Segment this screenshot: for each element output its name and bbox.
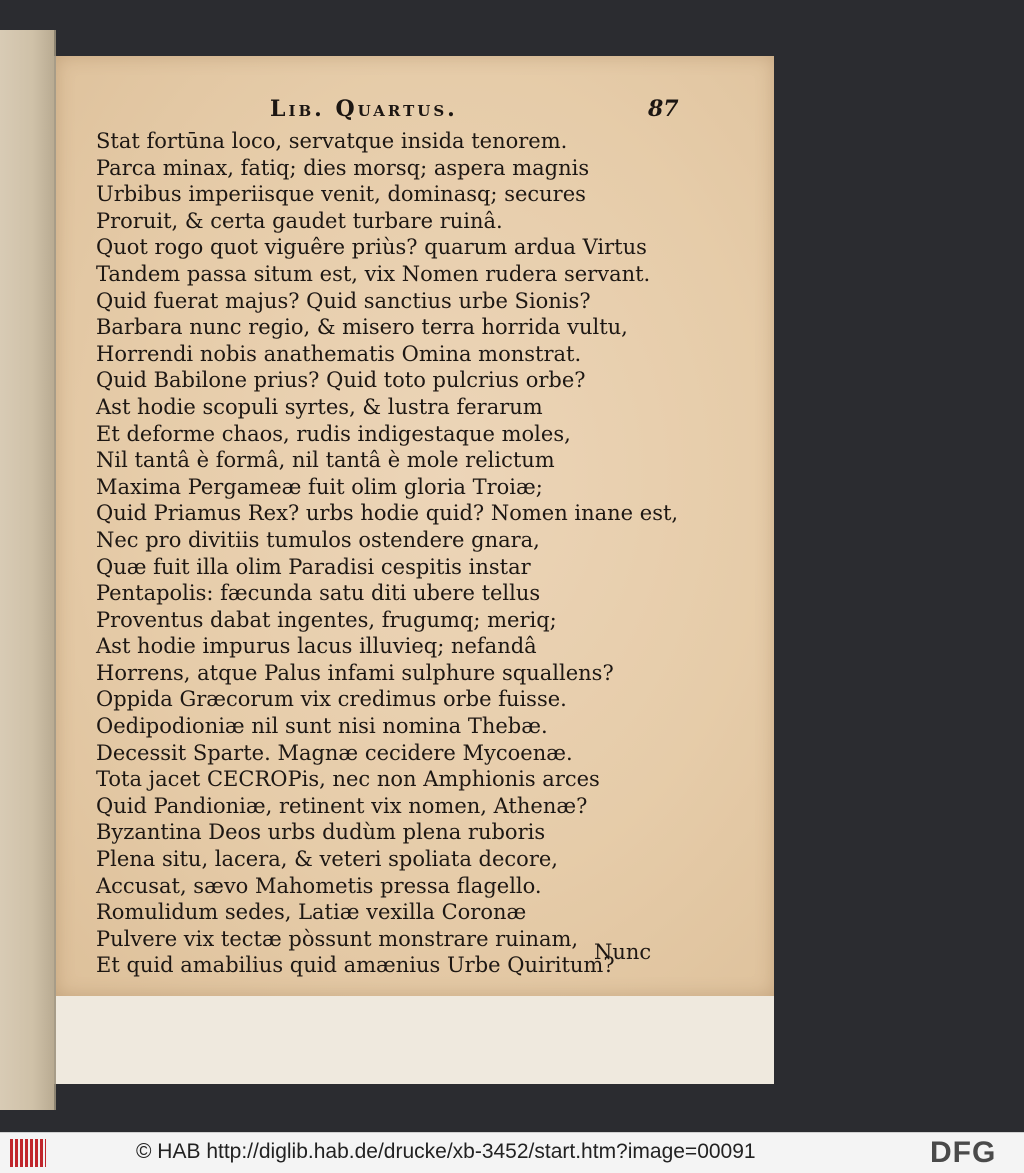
verse-line: Ast hodie scopuli syrtes, & lustra ferarum: [96, 394, 543, 419]
verse-line: Proventus dabat ingentes, frugumq; meriq;: [96, 607, 557, 632]
verse-line: Horrendi nobis anathematis Omina monstrat.: [96, 341, 582, 366]
verse-line: Nec pro divitiis tumulos ostendere gnara,: [96, 527, 540, 552]
verse-line: Byzantina Deos urbs dudùm plena ruboris: [96, 820, 546, 845]
verse-line: Oedipodioniæ nil sunt nisi nomina Thebæ.: [96, 714, 548, 739]
page-lower-margin: [56, 996, 774, 1084]
verse-line: Parca minax, fatiq; dies morsq; aspera magnis: [96, 155, 590, 180]
verse-line: Stat fortūna loco, servatque insida tenorem.: [96, 129, 568, 153]
verse-line: Quid Pandioniæ, retinent vix nomen, Athenæ?: [96, 793, 588, 818]
barcode-icon: [10, 1139, 46, 1167]
verse-line: Proruit, & certa gaudet turbare ruinâ.: [96, 208, 503, 233]
page-number: 87: [648, 96, 679, 122]
verse-line: Quid fuerat majus? Quid sanctius urbe Sionis?: [96, 288, 591, 313]
verse-line: Ast hodie impurus lacus illuvieq; nefandâ: [96, 634, 537, 659]
verse-line: Tota jacet CECROPis, nec non Amphionis arces: [96, 767, 600, 792]
facing-page-edge: [0, 30, 56, 1110]
verse-line: Et quid amabilius quid amænius Urbe Quiritum?: [96, 953, 615, 978]
page-header: [270, 96, 690, 126]
verse-line: Tandem passa situm est, vix Nomen rudera servant.: [96, 261, 651, 286]
footer-bar: [0, 1132, 1024, 1173]
copyright-url[interactable]: © HAB http://diglib.hab.de/drucke/xb-3452/start.htm?image=00091: [136, 1140, 756, 1163]
verse-line: Horrens, atque Palus infami sulphure squallens?: [96, 660, 614, 685]
verse-line: Quæ fuit illa olim Paradisi cespitis instar: [96, 554, 531, 579]
verse-line: Maxima Pergameæ fuit olim gloria Troiæ;: [96, 474, 543, 499]
verse-line: Romulidum sedes, Latiæ vexilla Coronæ: [96, 900, 527, 925]
verse-line: Accusat, sævo Mahometis pressa flagello.: [96, 873, 542, 898]
verse-line: Plena situ, lacera, & veteri spoliata decore,: [96, 847, 558, 872]
verse-line: Nil tantâ è formâ, nil tantâ è mole relictum: [96, 448, 555, 473]
verse-text: [96, 128, 696, 979]
verse-line: Pentapolis: fæcunda satu diti ubere tellus: [96, 581, 541, 606]
verse-line: Pulvere vix tectæ pòssunt monstrare ruinam,: [96, 926, 579, 951]
verse-line: Quid Babilone prius? Quid toto pulcrius orbe?: [96, 368, 586, 393]
verse-line: Barbara nunc regio, & misero terra horrida vultu,: [96, 315, 628, 340]
dfg-logo: DFG: [930, 1136, 997, 1169]
verse-line: Quot rogo quot viguêre priùs? quarum ardua Virtus: [96, 235, 647, 260]
running-head: Lib. Quartus.: [270, 96, 458, 122]
verse-line: Quid Priamus Rex? urbs hodie quid? Nomen inane est,: [96, 501, 679, 526]
catchword: Nunc: [594, 940, 652, 964]
verse-line: Decessit Sparte. Magnæ cecidere Mycoenæ.: [96, 740, 573, 765]
verse-line: Urbibus imperiisque venit, dominasq; secures: [96, 182, 586, 207]
verse-line: Et deforme chaos, rudis indigestaque moles,: [96, 421, 571, 446]
verse-line: Oppida Græcorum vix credimus orbe fuisse.: [96, 687, 567, 712]
